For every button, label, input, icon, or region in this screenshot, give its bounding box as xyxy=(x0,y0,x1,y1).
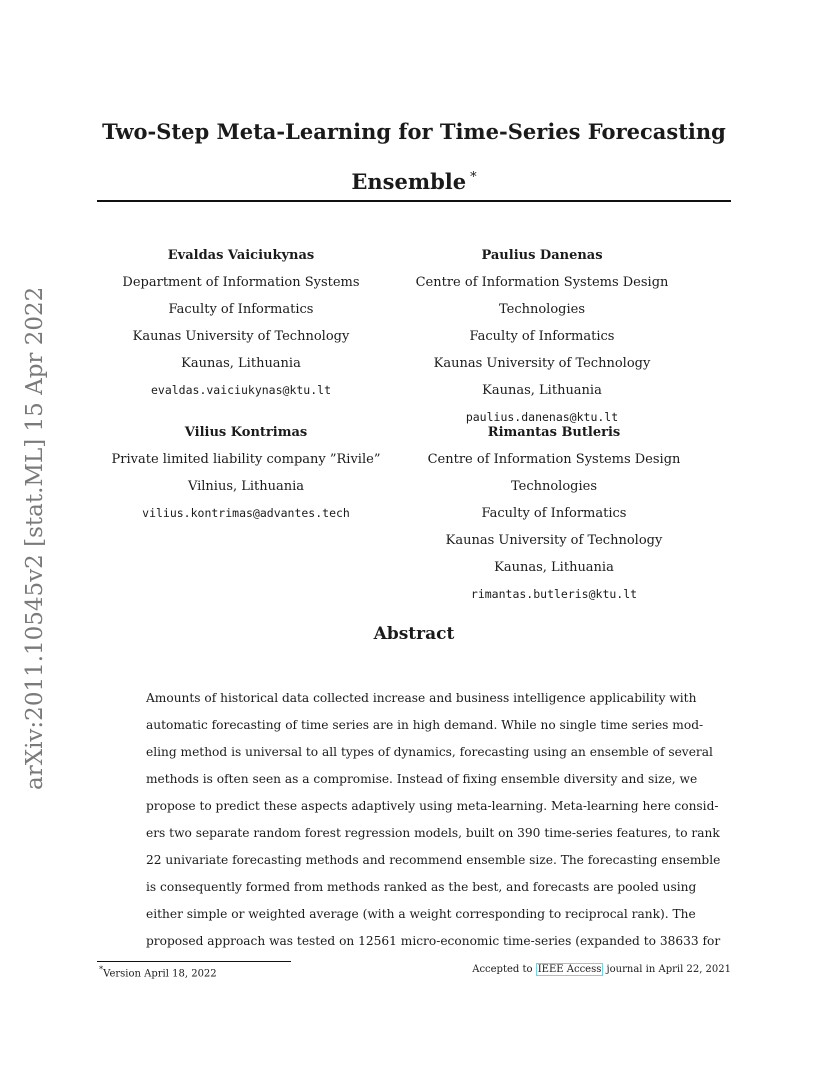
acceptance-prefix: Accepted to xyxy=(472,964,533,975)
footnote-rule xyxy=(97,961,291,962)
author-block-2 xyxy=(382,242,702,431)
footnote-mark: * xyxy=(99,964,104,974)
author-affiliation: Faculty of Informatics xyxy=(481,506,627,521)
title-footnote-mark: * xyxy=(470,170,477,185)
abstract-line: propose to predict these aspects adaptively using meta-learning. Meta-learning here consid- xyxy=(146,799,719,813)
abstract-line: proposed approach was tested on 12561 micro-economic time-series (expanded to 38633 for xyxy=(146,934,721,948)
footnote xyxy=(99,964,217,979)
title-rule xyxy=(97,200,731,202)
abstract-body xyxy=(146,685,721,955)
author-email[interactable]: evaldas.vaiciukynas@ktu.lt xyxy=(150,383,331,397)
author-affiliation: Kaunas University of Technology xyxy=(433,356,651,371)
author-affiliation: Centre of Information Systems Design Technologies xyxy=(427,452,681,494)
author-block-1 xyxy=(120,242,362,404)
author-affiliation: Vilnius, Lithuania xyxy=(187,479,305,494)
author-email[interactable]: rimantas.butleris@ktu.lt xyxy=(470,587,638,601)
acceptance-note xyxy=(472,964,731,975)
author-affiliation: Centre of Information Systems Design Technologies xyxy=(415,275,669,317)
author-affiliation: Kaunas, Lithuania xyxy=(494,560,614,575)
author-affiliation: Kaunas University of Technology xyxy=(132,329,350,344)
arxiv-identifier-stamp: arXiv:2011.10545v2 [stat.ML] 15 Apr 2022 xyxy=(22,286,48,790)
abstract-line: methods is often seen as a compromise. Instead of fixing ensemble diversity and size, we xyxy=(146,772,698,786)
author-email[interactable]: paulius.danenas@ktu.lt xyxy=(465,410,619,424)
abstract-line: either simple or weighted average (with a weight corresponding to reciprocal rank). The xyxy=(146,907,696,921)
abstract-line: eling method is universal to all types of dynamics, forecasting using an ensemble of several xyxy=(146,745,713,759)
author-name: Vilius Kontrimas xyxy=(184,425,308,440)
paper-title-word: Ensemble xyxy=(351,169,467,194)
abstract-line: 22 univariate forecasting methods and recommend ensemble size. The forecasting ensemble xyxy=(146,853,721,867)
abstract-heading: Abstract xyxy=(373,624,455,644)
author-affiliation: Faculty of Informatics xyxy=(168,302,314,317)
abstract-line: is consequently formed from methods ranked as the best, and forecasts are pooled using xyxy=(146,880,697,894)
author-block-3 xyxy=(110,419,382,527)
paper-title-line-2 xyxy=(0,169,828,194)
author-affiliation: Kaunas University of Technology xyxy=(445,533,663,548)
author-name: Paulius Danenas xyxy=(481,248,603,263)
paper-title-line-1: Two-Step Meta-Learning for Time-Series Forecasting xyxy=(102,119,726,144)
author-affiliation: Kaunas, Lithuania xyxy=(181,356,301,371)
author-affiliation: Kaunas, Lithuania xyxy=(482,383,602,398)
acceptance-suffix: journal in April 22, 2021 xyxy=(606,964,731,975)
author-affiliation: Private limited liability company ”Rivile” xyxy=(111,452,381,467)
abstract-line: Amounts of historical data collected increase and business intelligence applicability with xyxy=(146,691,697,705)
abstract-line: automatic forecasting of time series are in high demand. While no single time series mod- xyxy=(146,718,704,732)
footnote-text: Version April 18, 2022 xyxy=(103,968,217,980)
author-email[interactable]: vilius.kontrimas@advantes.tech xyxy=(142,506,350,520)
author-name: Evaldas Vaiciukynas xyxy=(167,248,315,263)
abstract-line: ers two separate random forest regression models, built on 390 time-series features, to rank xyxy=(146,826,720,840)
author-affiliation: Faculty of Informatics xyxy=(469,329,615,344)
journal-link[interactable]: IEEE Access xyxy=(537,964,602,975)
author-name: Rimantas Butleris xyxy=(487,425,621,440)
author-affiliation: Department of Information Systems xyxy=(122,275,360,290)
author-block-4 xyxy=(394,419,714,608)
